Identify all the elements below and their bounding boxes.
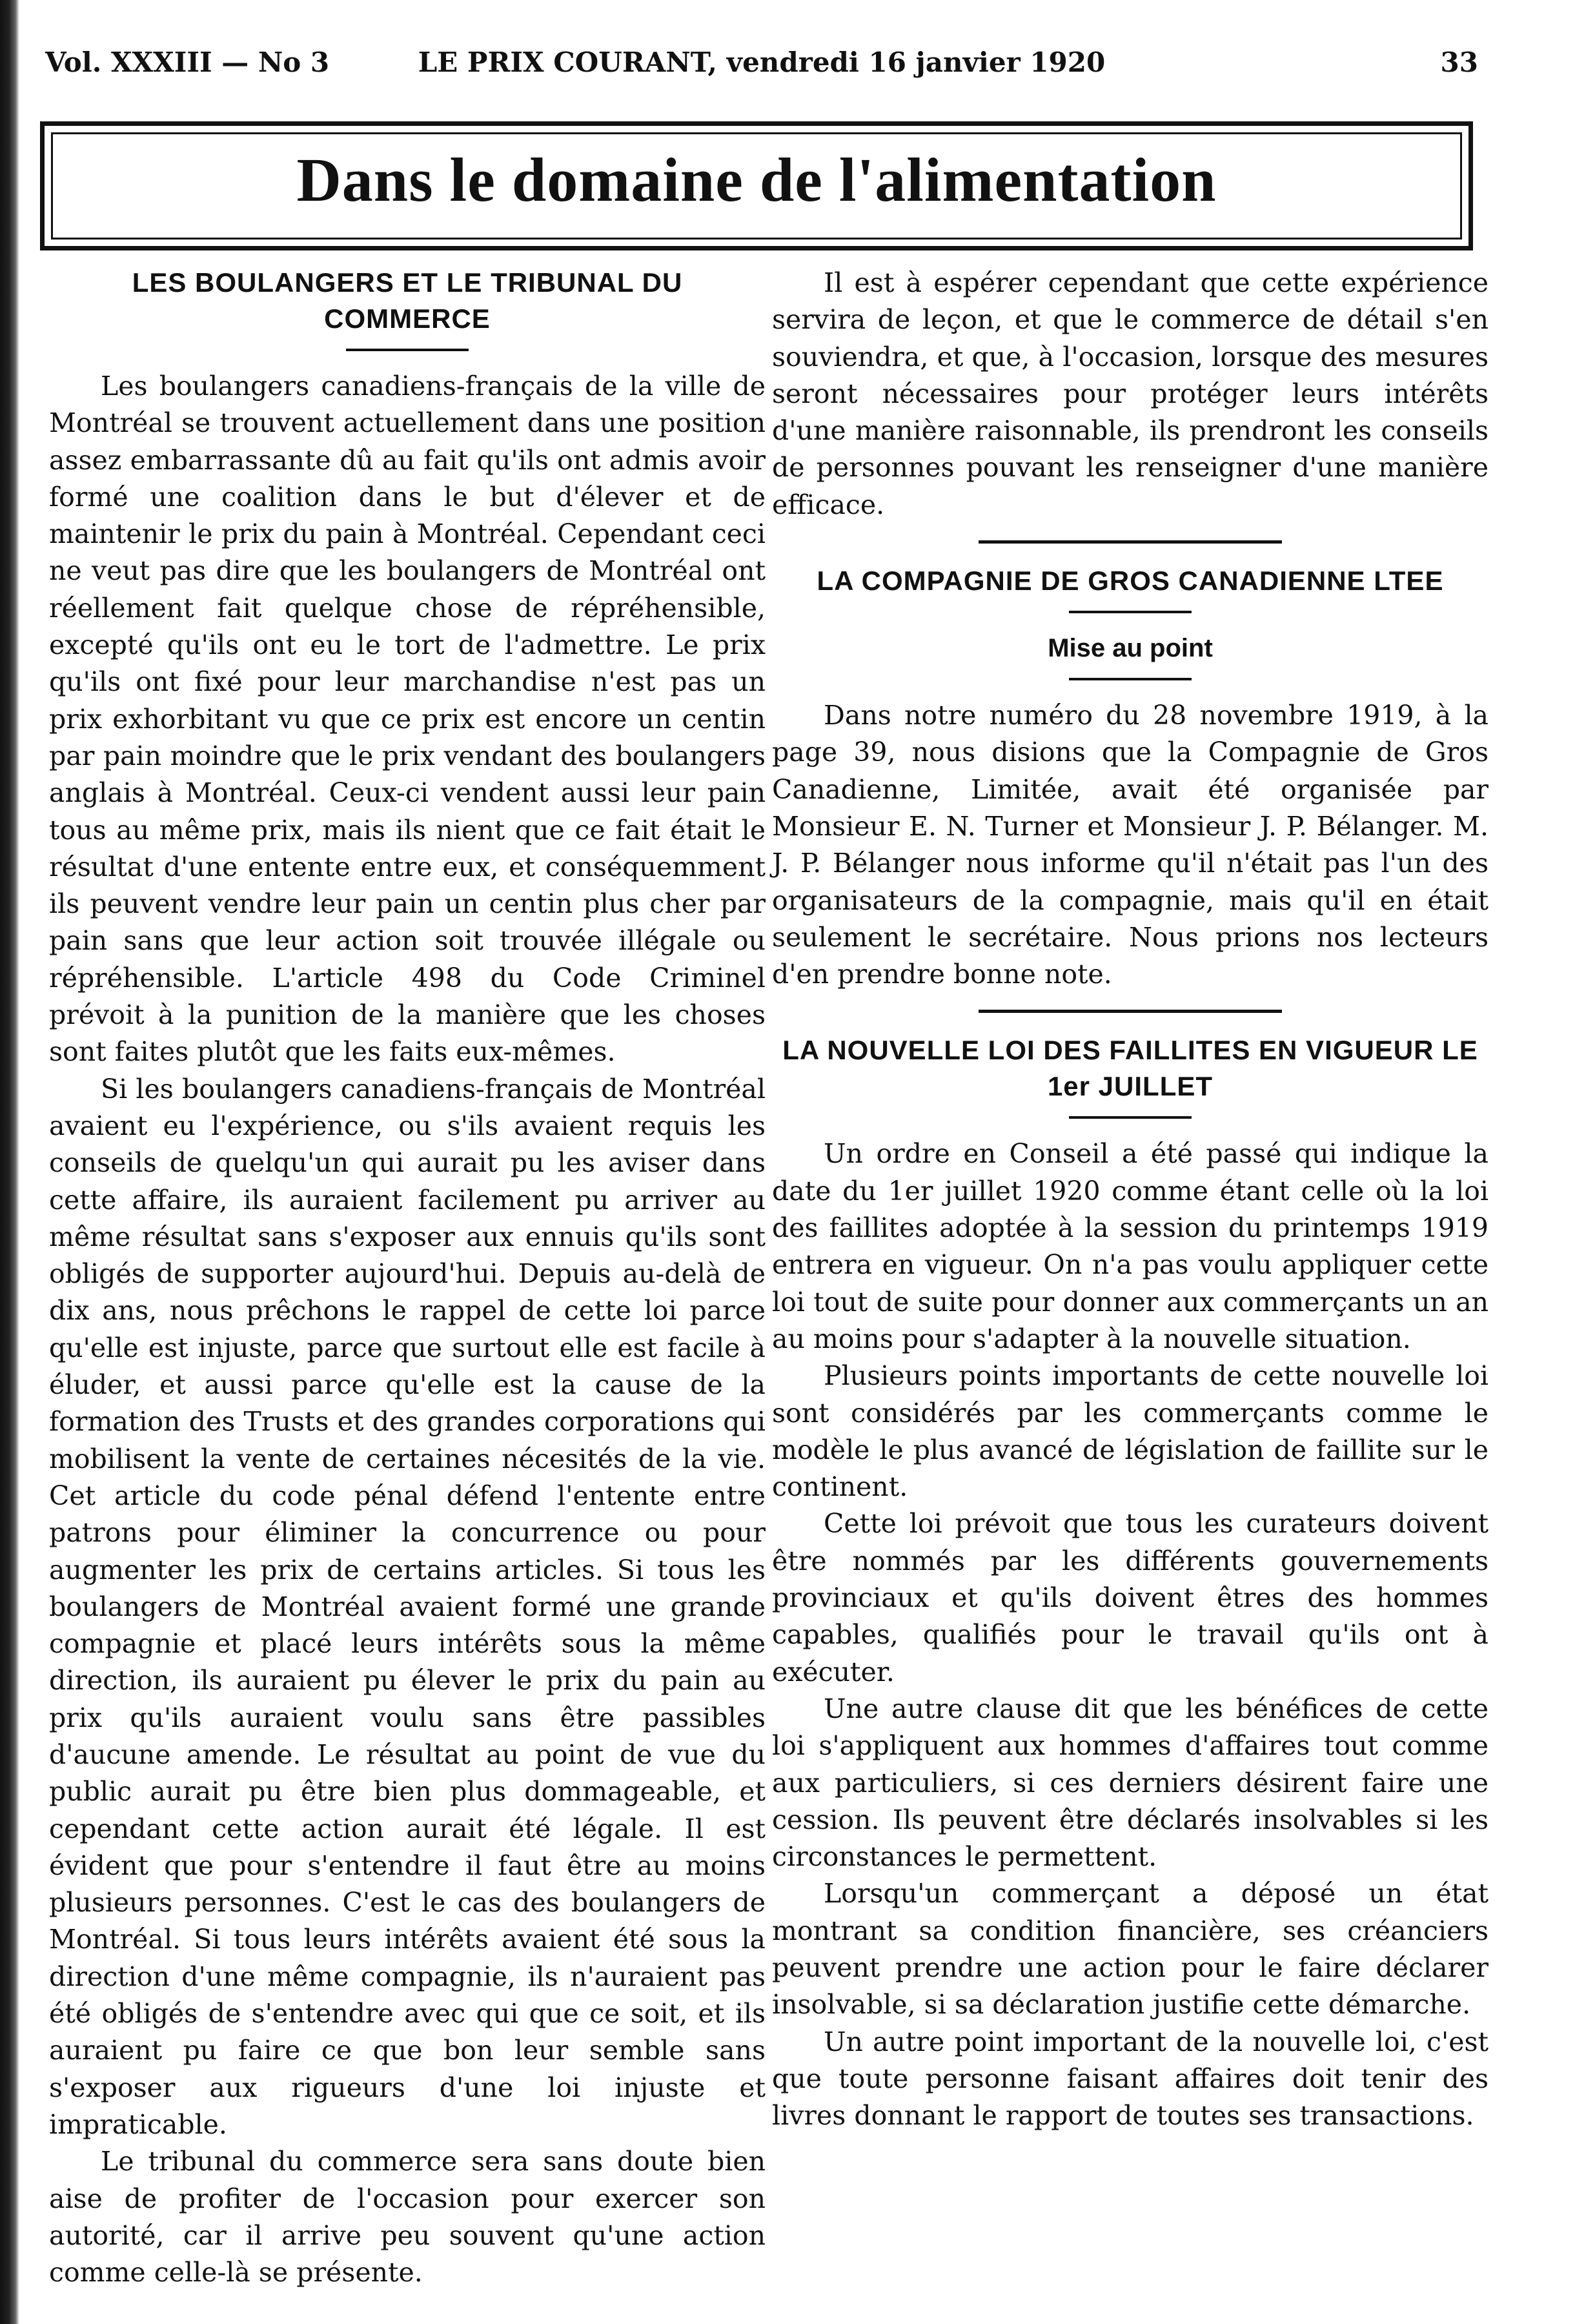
right-column	[772, 265, 1489, 2134]
article-title-faillites: LA NOUVELLE LOI DES FAILLITES EN VIGUEUR LE 1er JUILLET	[782, 1035, 1478, 1102]
article-paragraph: Il est à espérer cependant que cette expérience servira de leçon, et que le commerce de détail s'en souviendra, et que, à l'occasion, lorsque des mesures seront nécessaires pour protéger leurs intérêts d'une manière raisonnable, ils prendront les conseils de personnes pouvant les renseigner d'une manière efficace.	[772, 267, 1489, 520]
section-title: Dans le domaine de l'alimentation	[296, 145, 1217, 214]
page-binding-edge	[0, 0, 19, 2324]
section-divider	[979, 540, 1282, 544]
article-paragraph: Dans notre numéro du 28 novembre 1919, à la page 39, nous disions que la Compagnie de Gros Canadienne, Limitée, avait été organisée par Monsieur E. N. Turner et Monsieur J. P. Bélanger. M. J. P. Bélanger nous informe qu'il n'était pas l'un des organisateurs de la compagnie, mais qu'il en était seulement le secrétaire. Nous prions nos lecteurs d'en prendre bonne note.	[772, 700, 1489, 990]
volume-number: Vol. XXXIII — No 3	[45, 46, 330, 78]
section-divider	[979, 1010, 1282, 1013]
page-number: 33	[1440, 46, 1478, 78]
running-header	[45, 46, 1478, 85]
article-paragraph: Si les boulangers canadiens-français de Montréal avaient eu l'expérience, ou s'ils avaient requis les conseils de quelqu'un qui aurait pu les aviser dans cette affaire, ils auraient facilement pu arriver au même résultat sans s'exposer aux ennuis qu'ils sont obligés de supporter aujourd'hui. Depuis au-delà de dix ans, nous prêchons le rappel de cette loi parce qu'elle est injuste, parce que surtout elle est facile à éluder, et aussi parce qu'elle est la cause de la formation des Trusts et des grandes corporations qui mobilisent la vente de certaines nécesités de la vie. Cet article du code pénal défend l'entente entre patrons pour éliminer la concurrence ou pour augmenter les prix de certains articles. Si tous les boulangers de Montréal avaient formé une grande compagnie et placé leurs intérêts sous la même direction, ils auraient pu élever le prix du pain au prix qu'ils auraient voulu sans être passibles d'aucune amende. Le résultat au point de vue du public aurait pu être bien plus dommageable, et cependant cette action aurait été légale. Il est évident que pour s'entendre il faut être au moins plusieurs personnes. C'est le cas des boulangers de Montréal. Si tous leurs intérêts avaient été sous la direction d'une même compagnie, ils n'auraient pas été obligés de s'entendre avec qui que ce soit, et ils auraient pu faire ce que bon leur semble sans s'exposer aux rigueurs d'une loi injuste et impraticable.	[49, 1073, 766, 2140]
article-paragraph: Un autre point important de la nouvelle loi, c'est que toute personne faisant affaires doit tenir des livres donnant le rapport de toutes ses transactions.	[772, 2026, 1489, 2132]
article-paragraph: Une autre clause dit que les bénéfices de cette loi s'appliquent aux hommes d'affaires tout comme aux particuliers, si ces derniers désirent faire une cession. Ils peuvent être déclarés insolvables si les circonstances le permettent.	[772, 1693, 1489, 1873]
article-paragraph: Un ordre en Conseil a été passé qui indique la date du 1er juillet 1920 comme étant celle où la loi des faillites adoptée à la session du printemps 1919 entrera en vigueur. On n'a pas voulu appliquer cette loi tout de suite pour donner aux commerçants un an au moins pour s'adapter à la nouvelle situation.	[772, 1138, 1489, 1354]
publication-line: LE PRIX COURANT, vendredi 16 janvier 1920	[418, 46, 1106, 78]
article-paragraph: Les boulangers canadiens-français de la ville de Montréal se trouvent actuellement dans une position assez embarrassante dû au fait qu'ils ont admis avoir formé une coalition dans le but d'élever et de maintenir le prix du pain à Montréal. Cependant ceci ne veut pas dire que les boulangers de Montréal ont réellement fait quelque chose de répréhensible, excepté qu'ils ont eu le tort de l'admettre. Le prix qu'ils ont fixé pour leur marchandise n'est pas un prix exhorbitant vu que ce prix est encore un centin par pain moindre que le prix vendant des boulangers anglais à Montréal. Ceux-ci vendent aussi leur pain tous au même prix, mais ils nient que ce fait était le résultat d'une entente entre eux, et conséquemment ils peuvent vendre leur pain un centin plus cher par pain sans que leur action soit trouvée illégale ou répréhensible. L'article 498 du Code Criminel prévoit à la punition de la manière que les choses sont faites plutôt que les faits eux-mêmes.	[49, 371, 766, 1068]
article-title-compagnie: LA COMPAGNIE DE GROS CANADIENNE LTEE	[817, 566, 1444, 596]
section-banner	[40, 121, 1473, 250]
article-paragraph: Le tribunal du commerce sera sans doute bien aise de profiter de l'occasion pour exercer son autorité, car il arrive peu souvent qu'une action comme celle-là se présente.	[49, 2146, 766, 2288]
title-rule	[1069, 611, 1192, 613]
article-subtitle: Mise au point	[1048, 634, 1213, 663]
left-column	[49, 265, 766, 2291]
article-paragraph: Plusieurs points importants de cette nouvelle loi sont considérés par les commerçants comme le modèle le plus avancé de législation de faillite sur le continent.	[772, 1360, 1489, 1503]
article-title-boulangers: LES BOULANGERS ET LE TRIBUNAL DU COMMERCE	[132, 267, 683, 334]
article-paragraph: Lorsqu'un commerçant a déposé un état montrant sa condition financière, ses créanciers peuvent prendre une action pour le faire déclarer insolvable, si sa déclaration justifie cette démarche.	[772, 1878, 1489, 2021]
title-rule	[1069, 1116, 1192, 1119]
subtitle-rule	[1069, 678, 1192, 680]
title-rule	[346, 349, 469, 351]
article-paragraph: Cette loi prévoit que tous les curateurs doivent être nommés par les différents gouvernements provinciaux et qu'ils doivent êtres des hommes capables, qualifiés pour le travail qu'ils ont à exécuter.	[772, 1508, 1489, 1687]
